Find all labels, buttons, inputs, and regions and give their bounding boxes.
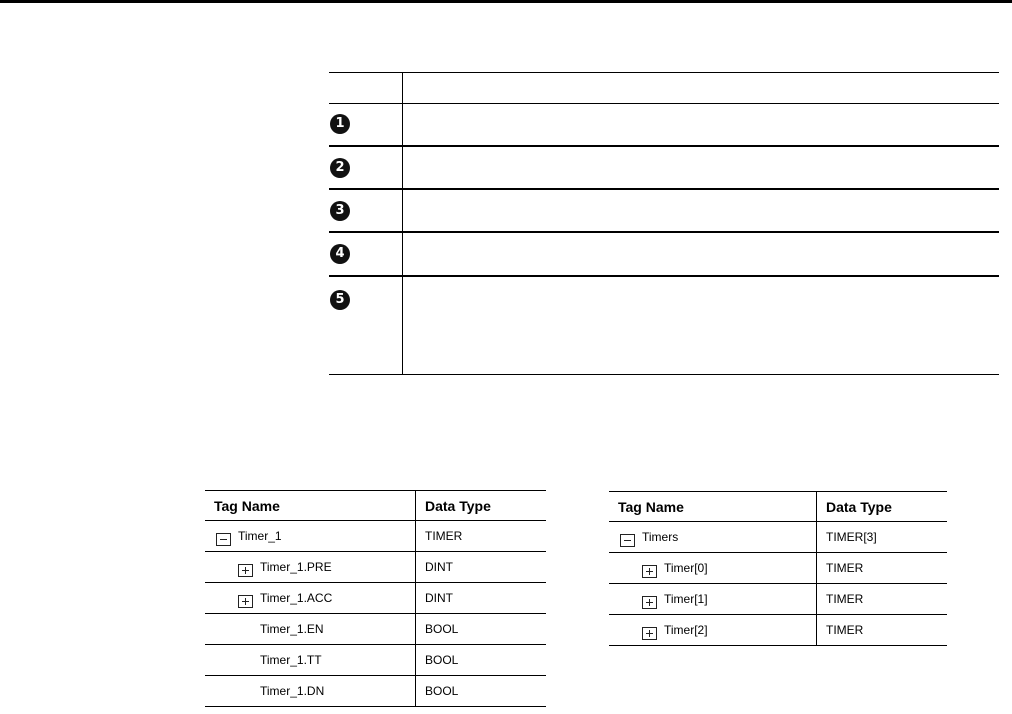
tag-name-cell <box>609 553 817 584</box>
tag-name: Timer[0] <box>664 561 708 575</box>
callout-number-5-icon: 5 <box>330 290 350 310</box>
tag-name-cell <box>205 521 416 552</box>
tag-name-cell <box>205 583 416 614</box>
data-type-cell: BOOL <box>416 645 547 676</box>
tag-name: Timer_1.TT <box>260 653 322 667</box>
tag-name: Timer_1 <box>238 529 282 543</box>
callout-row <box>329 104 999 147</box>
callout-number-4-icon: 4 <box>330 244 350 264</box>
tag-name-cell <box>205 552 416 583</box>
table-header-row <box>205 491 546 521</box>
page-top-rule <box>0 0 1012 3</box>
data-type-cell: TIMER <box>817 553 948 584</box>
data-type-cell: BOOL <box>416 676 547 707</box>
tag-name-cell <box>609 615 817 646</box>
expand-plus-icon[interactable] <box>238 564 253 577</box>
data-type-cell: DINT <box>416 583 547 614</box>
expand-plus-icon[interactable] <box>238 595 253 608</box>
tag-name: Timer[2] <box>664 623 708 637</box>
data-type-cell: TIMER <box>817 584 948 615</box>
expand-plus-icon[interactable] <box>642 565 657 578</box>
callout-table <box>329 72 999 375</box>
callout-header-row <box>329 72 999 104</box>
tag-name-cell <box>205 614 416 645</box>
tag-name: Timer_1.PRE <box>260 560 332 574</box>
callout-number-1-icon: 1 <box>330 114 350 134</box>
table-row[interactable] <box>205 645 546 676</box>
tag-name-cell <box>205 645 416 676</box>
callout-row <box>329 190 999 233</box>
timer-tag-table <box>205 490 546 707</box>
data-type-cell: TIMER <box>817 615 948 646</box>
data-type-cell: BOOL <box>416 614 547 645</box>
tag-name-header: Tag Name <box>205 491 416 521</box>
tag-name: Timer_1.DN <box>260 684 325 698</box>
tag-name-cell <box>609 522 817 553</box>
tag-name-header: Tag Name <box>609 492 817 522</box>
tag-name: Timer_1.EN <box>260 622 324 636</box>
callout-number-2-icon: 2 <box>330 158 350 178</box>
expand-plus-icon[interactable] <box>642 627 657 640</box>
callout-row <box>329 277 999 375</box>
collapse-minus-icon[interactable] <box>216 533 231 546</box>
table-row[interactable] <box>609 615 947 646</box>
table-row[interactable] <box>609 584 947 615</box>
table-row[interactable] <box>205 552 546 583</box>
tag-name-cell <box>205 676 416 707</box>
timers-array-tag-table <box>609 491 947 646</box>
table-row[interactable] <box>205 583 546 614</box>
tag-name: Timer_1.ACC <box>260 591 333 605</box>
data-type-cell: TIMER <box>416 521 547 552</box>
callout-row <box>329 233 999 277</box>
data-type-header: Data Type <box>416 491 547 521</box>
tag-name: Timer[1] <box>664 592 708 606</box>
table-header-row <box>609 492 947 522</box>
collapse-minus-icon[interactable] <box>620 534 635 547</box>
tag-name: Timers <box>642 530 679 544</box>
expand-plus-icon[interactable] <box>642 596 657 609</box>
table-row[interactable] <box>205 521 546 552</box>
data-type-cell: DINT <box>416 552 547 583</box>
data-type-header: Data Type <box>817 492 948 522</box>
callout-number-3-icon: 3 <box>330 201 350 221</box>
table-row[interactable] <box>205 614 546 645</box>
tag-name-cell <box>609 584 817 615</box>
data-type-cell: TIMER[3] <box>817 522 948 553</box>
table-row[interactable] <box>609 553 947 584</box>
table-row[interactable] <box>205 676 546 707</box>
table-row[interactable] <box>609 522 947 553</box>
callout-row <box>329 147 999 190</box>
